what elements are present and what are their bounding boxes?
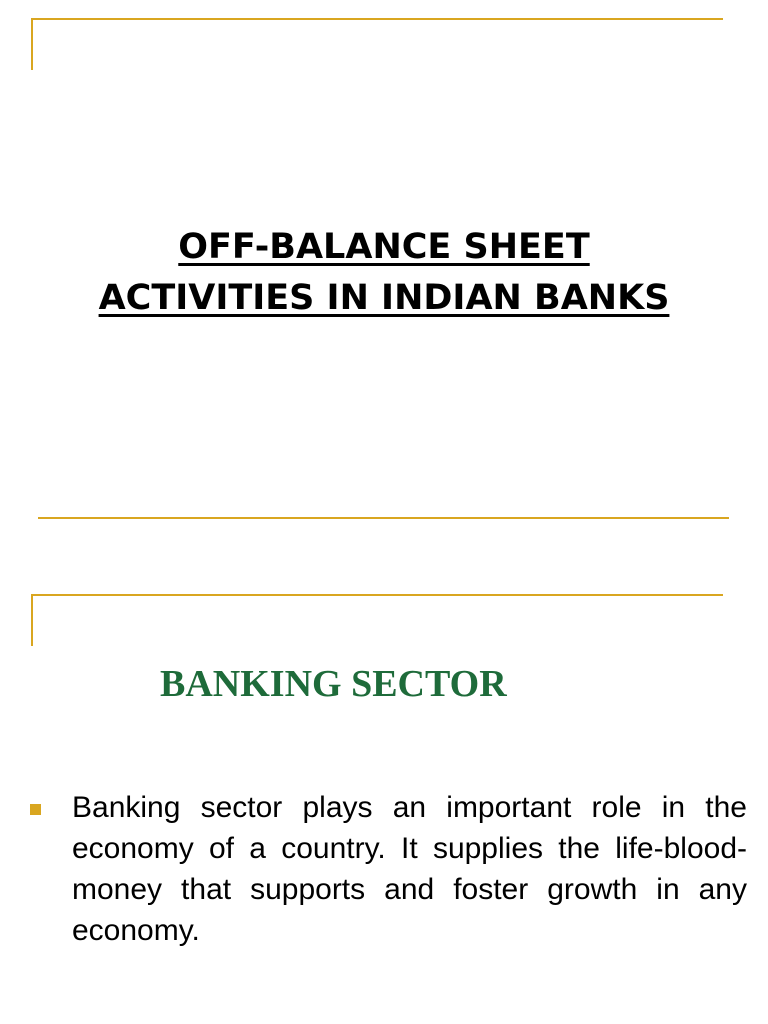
- slide2-left-rule: [31, 594, 33, 646]
- slide1-left-rule: [31, 18, 33, 70]
- slide1-title-line2: ACTIVITIES IN INDIAN BANKS: [98, 278, 670, 318]
- slide1-bottom-rule: [38, 517, 729, 519]
- slide1-title-line1: OFF-BALANCE SHEET: [178, 227, 590, 267]
- slide1-top-rule: [31, 18, 723, 20]
- slide2-top-rule: [31, 594, 723, 596]
- slide1-title: [0, 222, 768, 324]
- slide2-heading: BANKING SECTOR: [160, 663, 507, 705]
- bullet-text: Banking sector plays an important role in the economy of a country. It supplies the life-blood-money that supports and foster growth in any economy.: [72, 791, 747, 947]
- bullet-square-icon: [30, 804, 41, 815]
